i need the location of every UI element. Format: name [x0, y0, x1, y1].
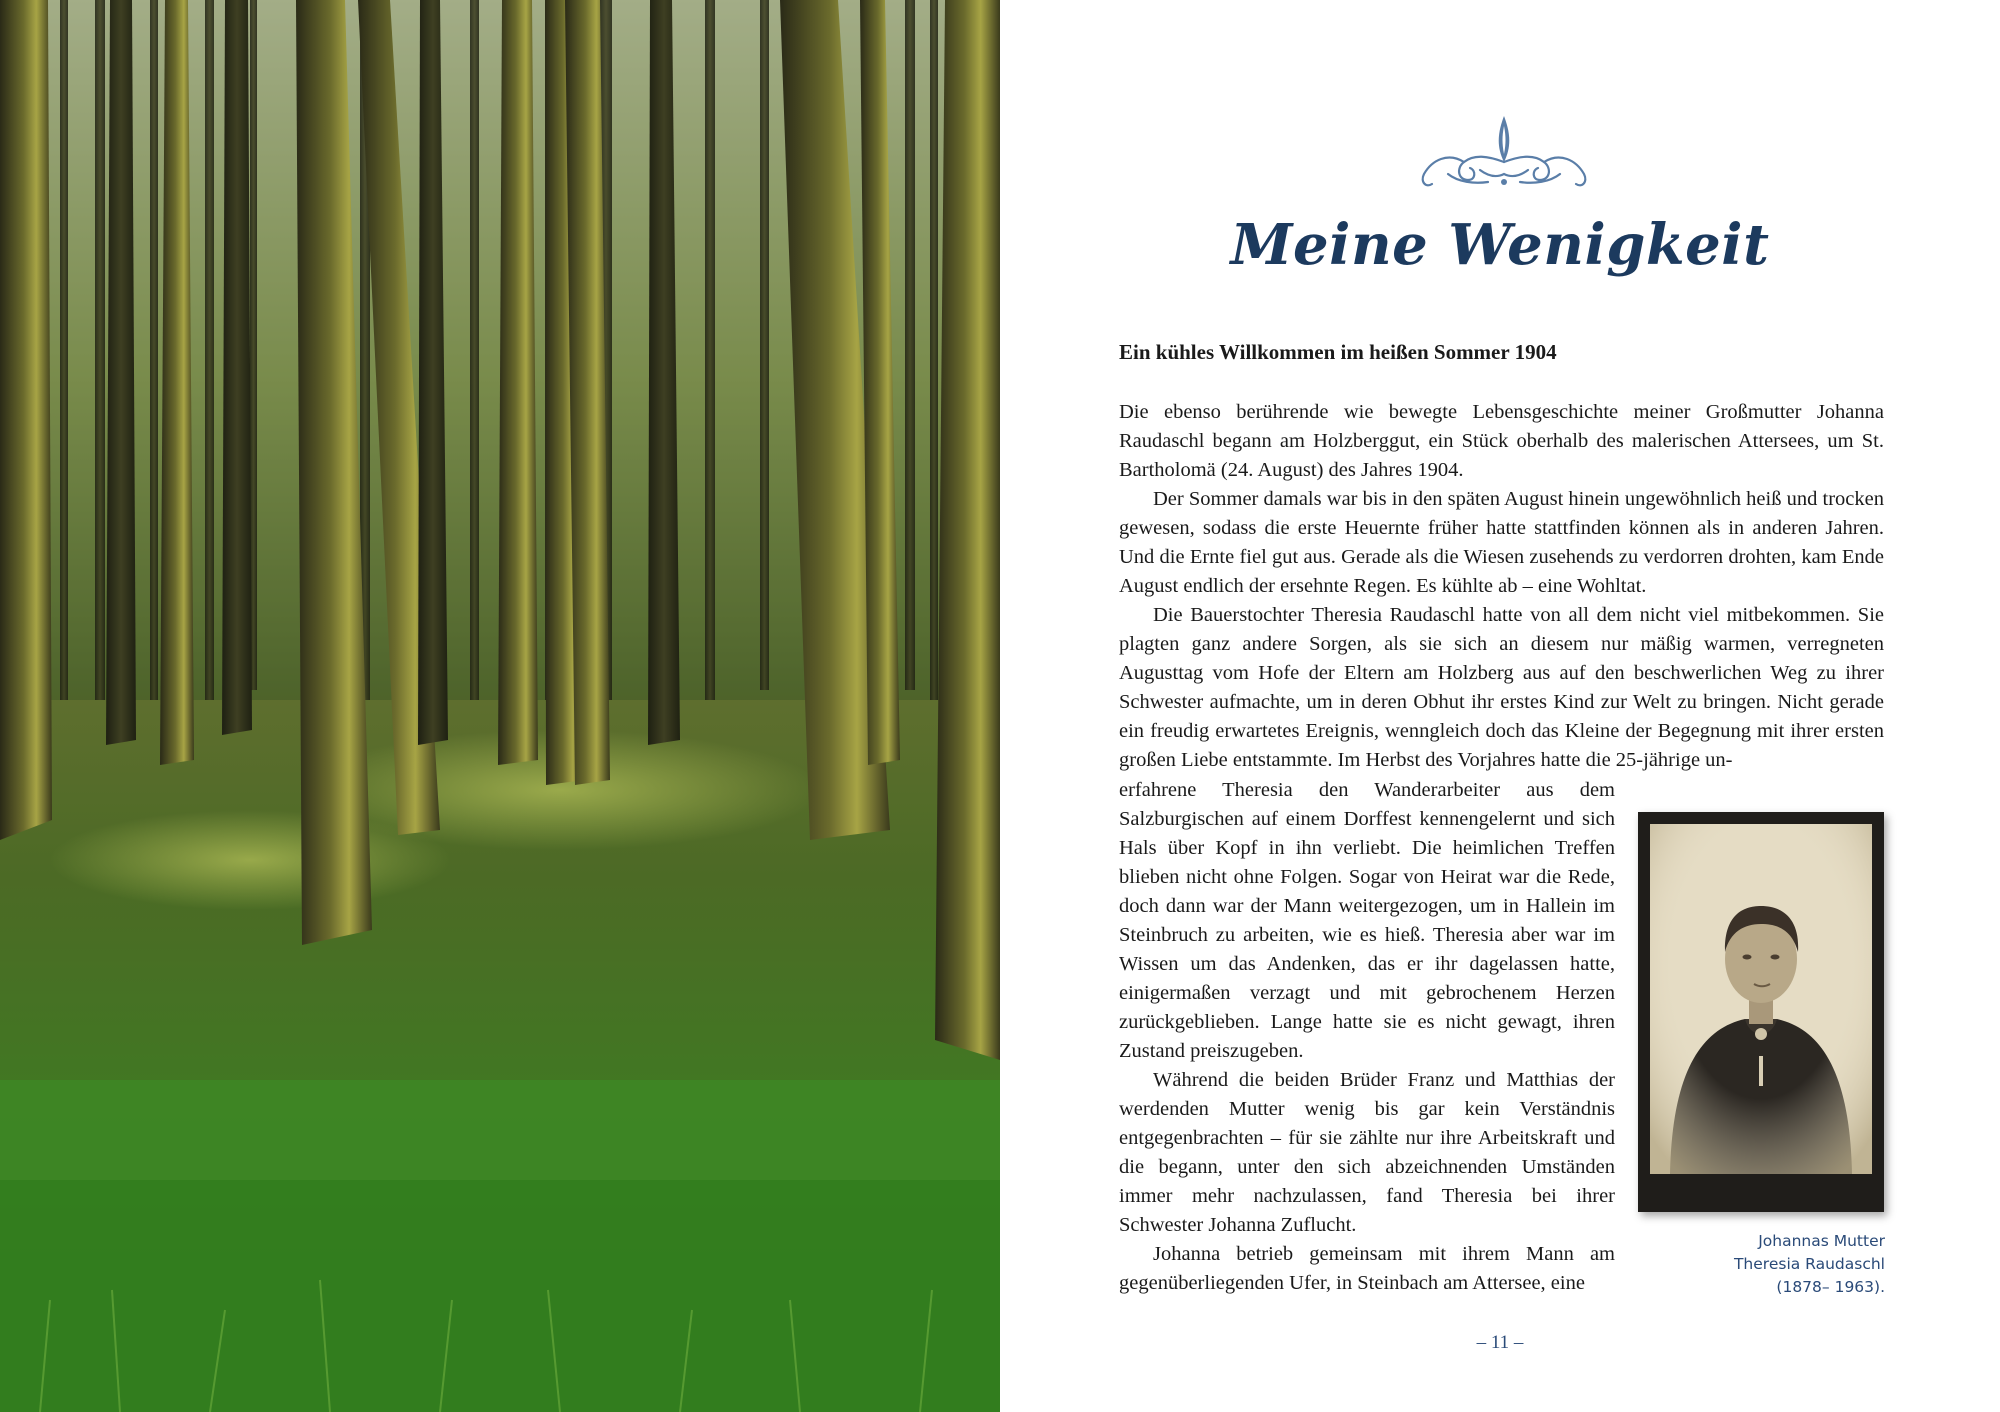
- photo-caption: [1625, 1230, 1885, 1299]
- paragraph: erfahrene Theresia den Wanderarbeiter aus dem Salzburgischen auf einem Dorffest kennengelernt und sich Hals über Kopf in ihn verliebt. Die heimlichen Treffen blieben nicht ohne Folgen. Sogar von Heirat war die Rede, doch dann war der Mann weitergezogen, um in Hallein im Steinbruch zu arbeiten, wie es hieß. Theresia aber war im Wissen um das Andenken, das er ihr dagelassen hatte, einigermaßen verzagt und mit gebrochenem Herzen zurückgeblieben. Lange hatte sie es nicht gewagt, ihren Zustand preiszugeben.: [1119, 779, 1615, 1062]
- paragraph: Während die beiden Brüder Franz und Matthias der werdenden Mutter wenig bis gar kein Verständnis entgegenbrachten – für sie zählte nur ihre Arbeitskraft und die begann, unter den sich abzeichnenden Umständen immer mehr nachzulassen, fand Theresia bei ihrer Schwester Johanna Zuflucht.: [1119, 1069, 1615, 1236]
- caption-line: Theresia Raudaschl: [1733, 1255, 1885, 1273]
- paragraph: Johanna betrieb gemeinsam mit ihrem Mann am gegenüberliegenden Ufer, in Steinbach am Attersee, eine: [1119, 1243, 1615, 1294]
- body-text-column: [1119, 776, 1615, 1298]
- portrait-photo: [1638, 812, 1884, 1212]
- section-heading: Ein kühles Willkommen im heißen Sommer 1904: [1119, 340, 1557, 364]
- paragraph: Die Bauerstochter Theresia Raudaschl hatte von all dem nicht viel mitbekommen. Sie plagten ganz andere Sorgen, als sie sich an diesem nur mäßig warmen, verregneten Augusttag vom Hofe der Eltern am Holzberg aus auf den beschwerlichen Weg zu ihrer Schwester aufmachte, um in deren Obhut ihr erstes Kind zur Welt zu bringen. Nicht gerade ein freudig erwartetes Ereignis, wenngleich doch das Kleine der Begegnung mit ihrer ersten großen Liebe entstammte. Im Herbst des Vorjahres hatte die 25-jährige un-: [1119, 604, 1884, 771]
- caption-line: (1878– 1963).: [1776, 1278, 1885, 1296]
- body-text-top: [1119, 398, 1884, 775]
- text-page: [1000, 0, 2000, 1412]
- paragraph: Der Sommer damals war bis in den späten August hinein ungewöhnlich heiß und trocken gewesen, sodass die erste Heuernte früher hatte stattfinden können als in anderen Jahren. Und die Ernte fiel gut aus. Gerade als die Wiesen zusehends zu verdorren drohten, kam Ende August endlich der ersehnte Regen. Es kühlte ab – eine Wohltat.: [1119, 488, 1884, 597]
- chapter-title: Meine Wenigkeit: [1230, 212, 1770, 278]
- page-number: – 11 –: [1476, 1332, 1524, 1353]
- flourish-ornament-icon: [1418, 112, 1590, 194]
- paragraph: Die ebenso berührende wie bewegte Lebensgeschichte meiner Großmutter Johanna Raudaschl begann am Holzberggut, ein Stück oberhalb des malerischen Attersees, um St. Bartholomä (24. August) des Jahres 1904.: [1119, 401, 1884, 481]
- caption-line: Johannas Mutter: [1758, 1232, 1885, 1250]
